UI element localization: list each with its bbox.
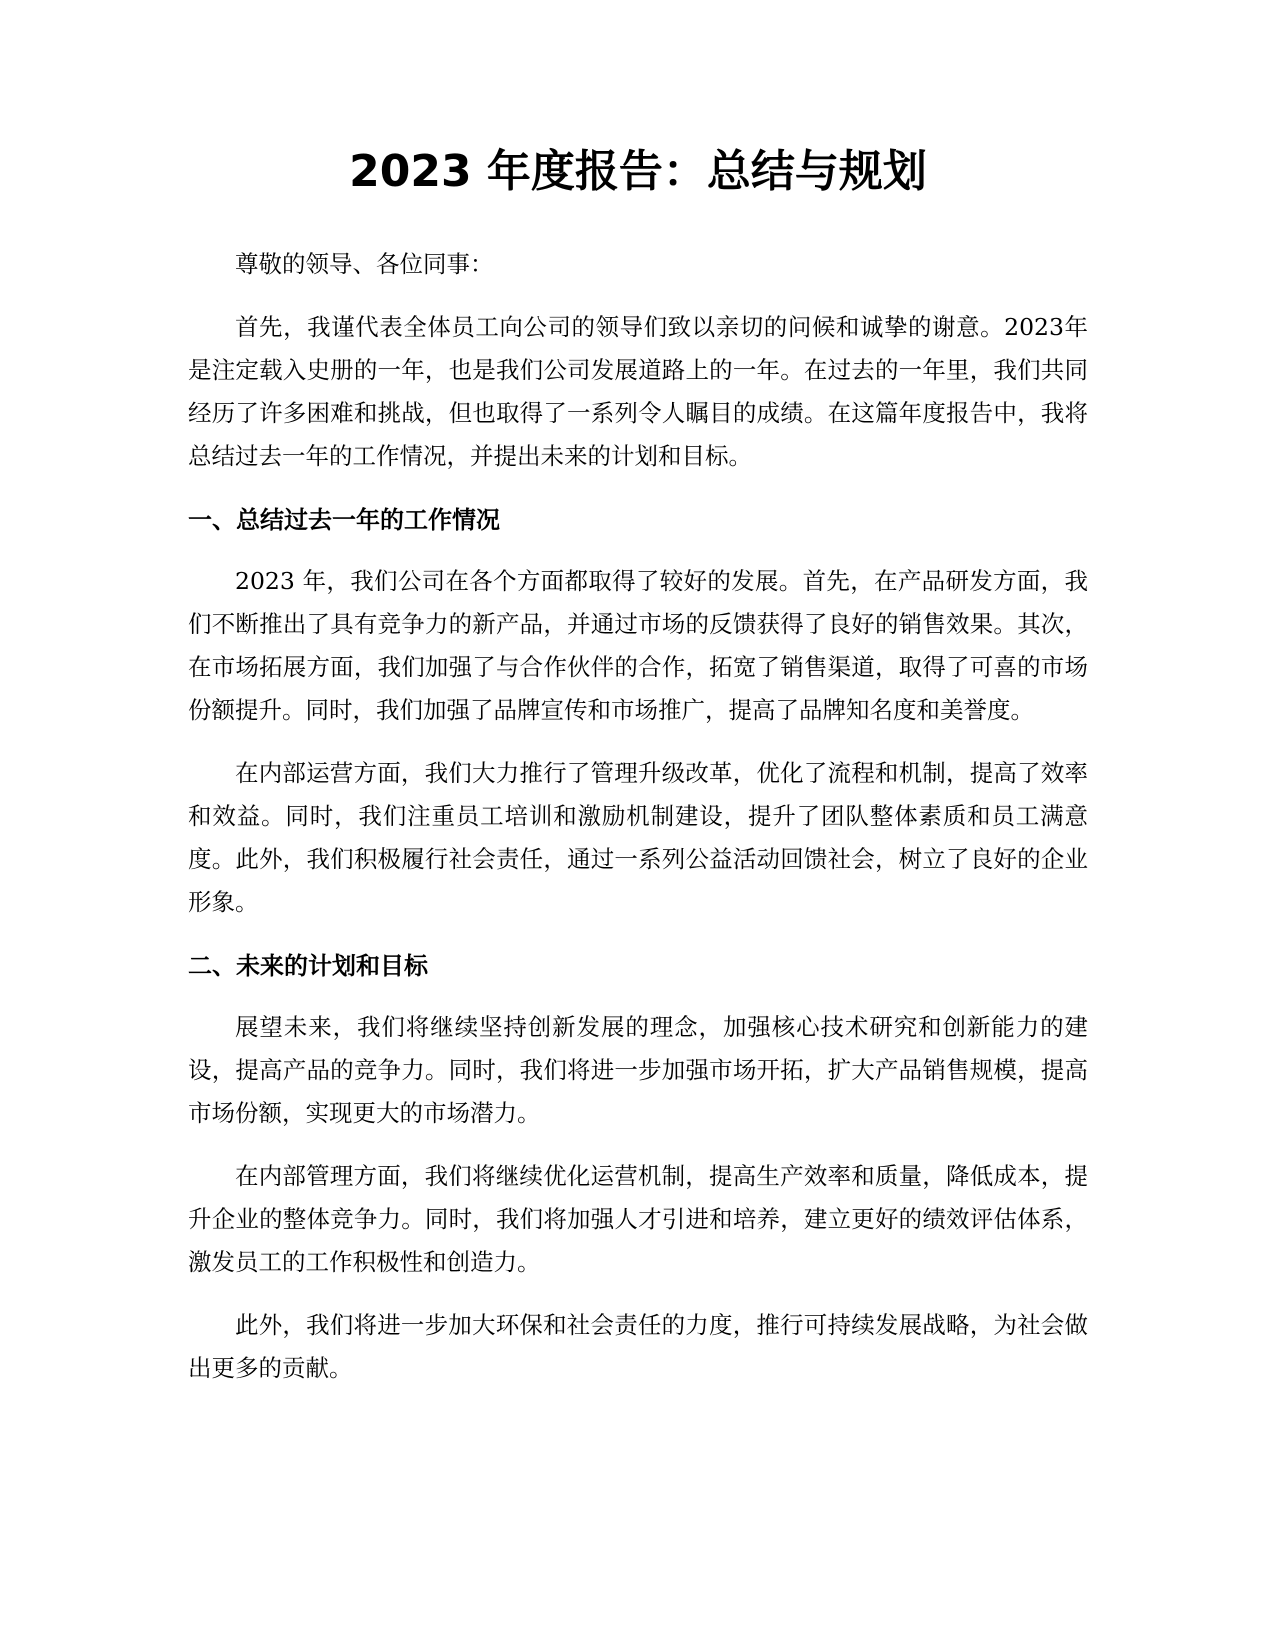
section-1-paragraph: 在内部运营方面，我们大力推行了管理升级改革，优化了流程和机制，提高了效率和效益。同时，我们注重员工培训和激励机制建设，提升了团队整体素质和员工满意度。此外，我们积极履行社会责任，通过一系列公益活动回馈社会，树立了良好的企业形象。: [188, 759, 1088, 916]
document-body: [188, 140, 1088, 1390]
document-title: 2023 年度报告：总结与规划: [349, 146, 927, 197]
section-2-paragraph: 在内部管理方面，我们将继续优化运营机制，提高生产效率和质量，降低成本，提升企业的整体竞争力。同时，我们将加强人才引进和培养，建立更好的绩效评估体系，激发员工的工作积极性和创造力。: [188, 1162, 1088, 1276]
section-2-heading: 二、未来的计划和目标: [188, 952, 428, 980]
section-1-paragraph: 2023 年，我们公司在各个方面都取得了较好的发展。首先，在产品研发方面，我们不断推出了具有竞争力的新产品，并通过市场的反馈获得了良好的销售效果。其次，在市场拓展方面，我们加强了与合作伙伴的合作，拓宽了销售渠道，取得了可喜的市场份额提升。同时，我们加强了品牌宣传和市场推广，提高了品牌知名度和美誉度。: [188, 567, 1088, 724]
greeting-paragraph: 尊敬的领导、各位同事：: [235, 250, 494, 278]
section-2-paragraph: 展望未来，我们将继续坚持创新发展的理念，加强核心技术研究和创新能力的建设，提高产品的竞争力。同时，我们将进一步加强市场开拓，扩大产品销售规模，提高市场份额，实现更大的市场潜力。: [188, 1013, 1088, 1127]
section-1-heading: 一、总结过去一年的工作情况: [188, 506, 500, 534]
section-2-paragraph: 此外，我们将进一步加大环保和社会责任的力度，推行可持续发展战略，为社会做出更多的贡献。: [188, 1311, 1088, 1382]
intro-paragraph: 首先，我谨代表全体员工向公司的领导们致以亲切的问候和诚挚的谢意。2023年是注定载入史册的一年，也是我们公司发展道路上的一年。在过去的一年里，我们共同经历了许多困难和挑战，但也取得了一系列令人瞩目的成绩。在这篇年度报告中，我将总结过去一年的工作情况，并提出未来的计划和目标。: [188, 313, 1088, 470]
